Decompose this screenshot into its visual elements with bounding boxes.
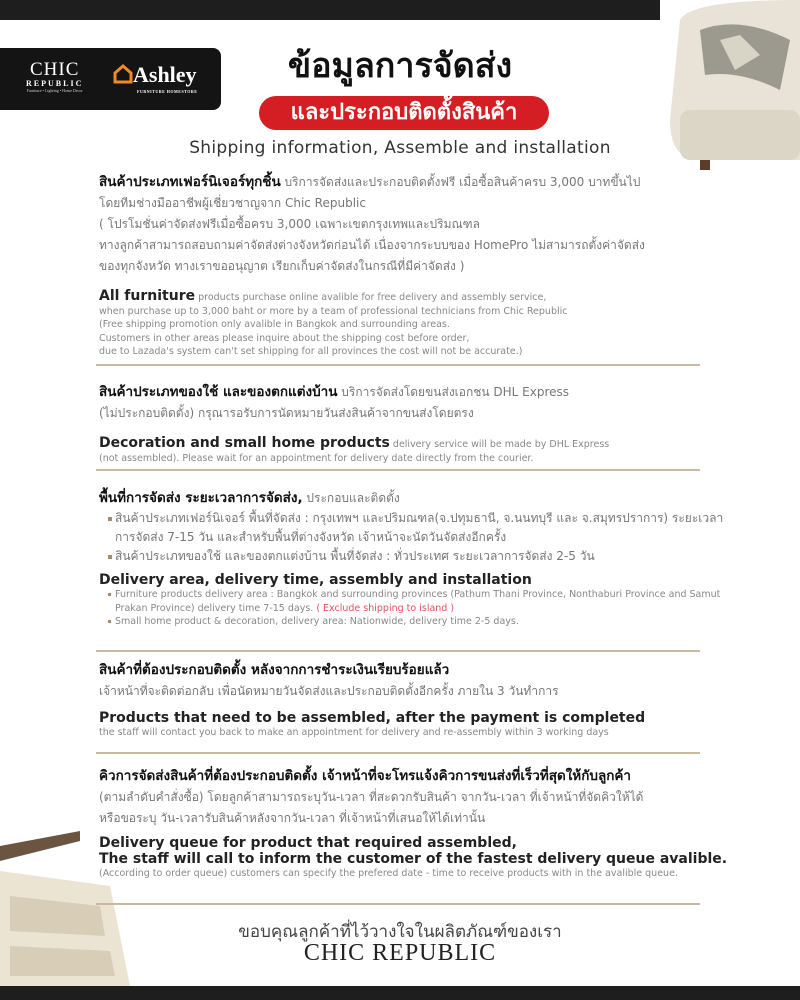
divider [96, 903, 700, 905]
section-furniture: สินค้าประเภทเฟอร์นิเจอร์ทุกชิ้น บริการจัดส่งและประกอบติดตั้งฟรี เมื่อซื้อสินค้าครบ 3,000 บาทขึ้นไป โดยทีมช่างมืออาชีพผู้เชี่ยวชาญจาก Chic Republic ( โปรโมชั่นค่าจัดส่งฟรีเมื่อซื้อครบ 3,000 เฉพาะเขตกรุงเทพและปริมณฑล ทางลูกค้าสามารถสอบถามค่าจัดส่งต่างจังหวัดก่อนได้ เนื่องจากระบบของ HomePro ไม่สามารถตั้งค่าจัดส่ง ของทุกจังหวัด ทางเราขออนุญาต เรียกเก็บค่าจัดส่งในกรณีที่มีค่าจัดส่ง ) All furniture products purchase online avalible for free delivery and assembly service, when purchase up to 3,000 baht or more by a team of professional technicians from Chic Republic (Free shipping promotion only avalible in Bangkok and surrounding areas. Customers in other areas please inquire about the shipping cost before order, due to Lazada's system can't set shipping for all provinces the cost will not be accurate.) [99, 174, 645, 357]
footer-brand: CHIC REPUBLIC [303, 940, 497, 966]
page-title: ข้อมูลการจัดส่ง [287, 46, 513, 86]
thank-you-text: ขอบคุณลูกค้าที่ไว้วางใจในผลิตภัณฑ์ของเรา [238, 922, 562, 942]
divider [96, 364, 700, 366]
section-decoration: สินค้าประเภทของใช้ และของตกแต่งบ้าน บริการจัดส่งโดยขนส่งเอกชน DHL Express (ไม่ประกอบติดตั้ง) กรุณารอรับการนัดหมายวันส่งสินค้าจากขนส่งโดยตรง Decoration and small home products delivery service will be made by DHL Express (not assembled). Please wait for an appointment for delivery date directly from the courier. [99, 384, 610, 464]
section-assembly: สินค้าที่ต้องประกอบติดตั้ง หลังจากการชำระเงินเรียบร้อยแล้ว เจ้าหน้าที่จะติดต่อกลับ เพื่อนัดหมายวันจัดส่งและประกอบติดตั้งอีกครั้ง ภายใน 3 วันทำการ Products that need to be assembled, after the payment is completed the staff will contact you back to make an appointment for delivery and re-assembly within 3 working days [99, 662, 646, 738]
bottom-bar [0, 986, 800, 1000]
divider [96, 469, 700, 471]
sofa-image [660, 0, 800, 190]
english-title: Shipping information, Assemble and installation [189, 138, 611, 158]
divider [96, 752, 700, 754]
section-delivery-area: พื้นที่การจัดส่ง ระยะเวลาการจัดส่ง, ประกอบและติดตั้ง สินค้าประเภทเฟอร์นิเจอร์ พื้นที่จัดส่ง : กรุงเทพฯ และปริมณฑล(จ.ปทุมธานี, จ.นนทบุรี และ จ.สมุทรปราการ) ระยะเวลาการจัดส่ง 7-15 วัน และสำหรับพื้นที่ต่างจังหวัด เจ้าหน้าจะนัดวันจัดส่งอีกครั้ง สินค้าประเภทของใช้ และของตกแต่งบ้าน พื้นที่จัดส่ง : ทั่วประเทศ ระยะเวลาการจัดส่ง 2-5 วัน Delivery area, delivery time, assembly and installation Furniture products delivery area : Bangkok and surrounding provinces (Pathum Thani Province, Nonthaburi Province and Samut Prakan Province) delivery time 7-15 days. ( Exclude shipping to island ) Small home product & decoration, delivery area: Nationwide, delivery time 2-5 days. [99, 486, 739, 629]
chic-republic-logo: CHIC REPUBLIC Furniture • Lighting • Home Decor [26, 59, 84, 93]
subtitle-badge: และประกอบติดตั้งสินค้า [259, 96, 549, 130]
section-delivery-queue: คิวการจัดส่งสินค้าที่ต้องประกอบติดตั้ง เจ้าหน้าที่จะโทรแจ้งคิวการขนส่งที่เร็วที่สุดให้กับลูกค้า (ตามลำดับคำสั่งซื้อ) โดยลูกค้าสามารถระบุวัน-เวลา ที่สะดวกรับสินค้า จากวัน-เวลา ที่เจ้าหน้าที่จัดคิวให้ได้ หรือขอระบุ วัน-เวลารับสินค้าหลังจากวัน-เวลา ที่เจ้าหน้าที่เสนอให้ได้เท่านั้น Delivery queue for product that required assembled, The staff will call to inform the customer of the fastest delivery queue avalible. (According to order queue) customers can specify the prefered date - time to receive products with in the avalible queue. [99, 768, 728, 879]
divider [96, 650, 700, 652]
ashley-logo: Ashley FURNITURE HOMESTORE [133, 62, 198, 94]
